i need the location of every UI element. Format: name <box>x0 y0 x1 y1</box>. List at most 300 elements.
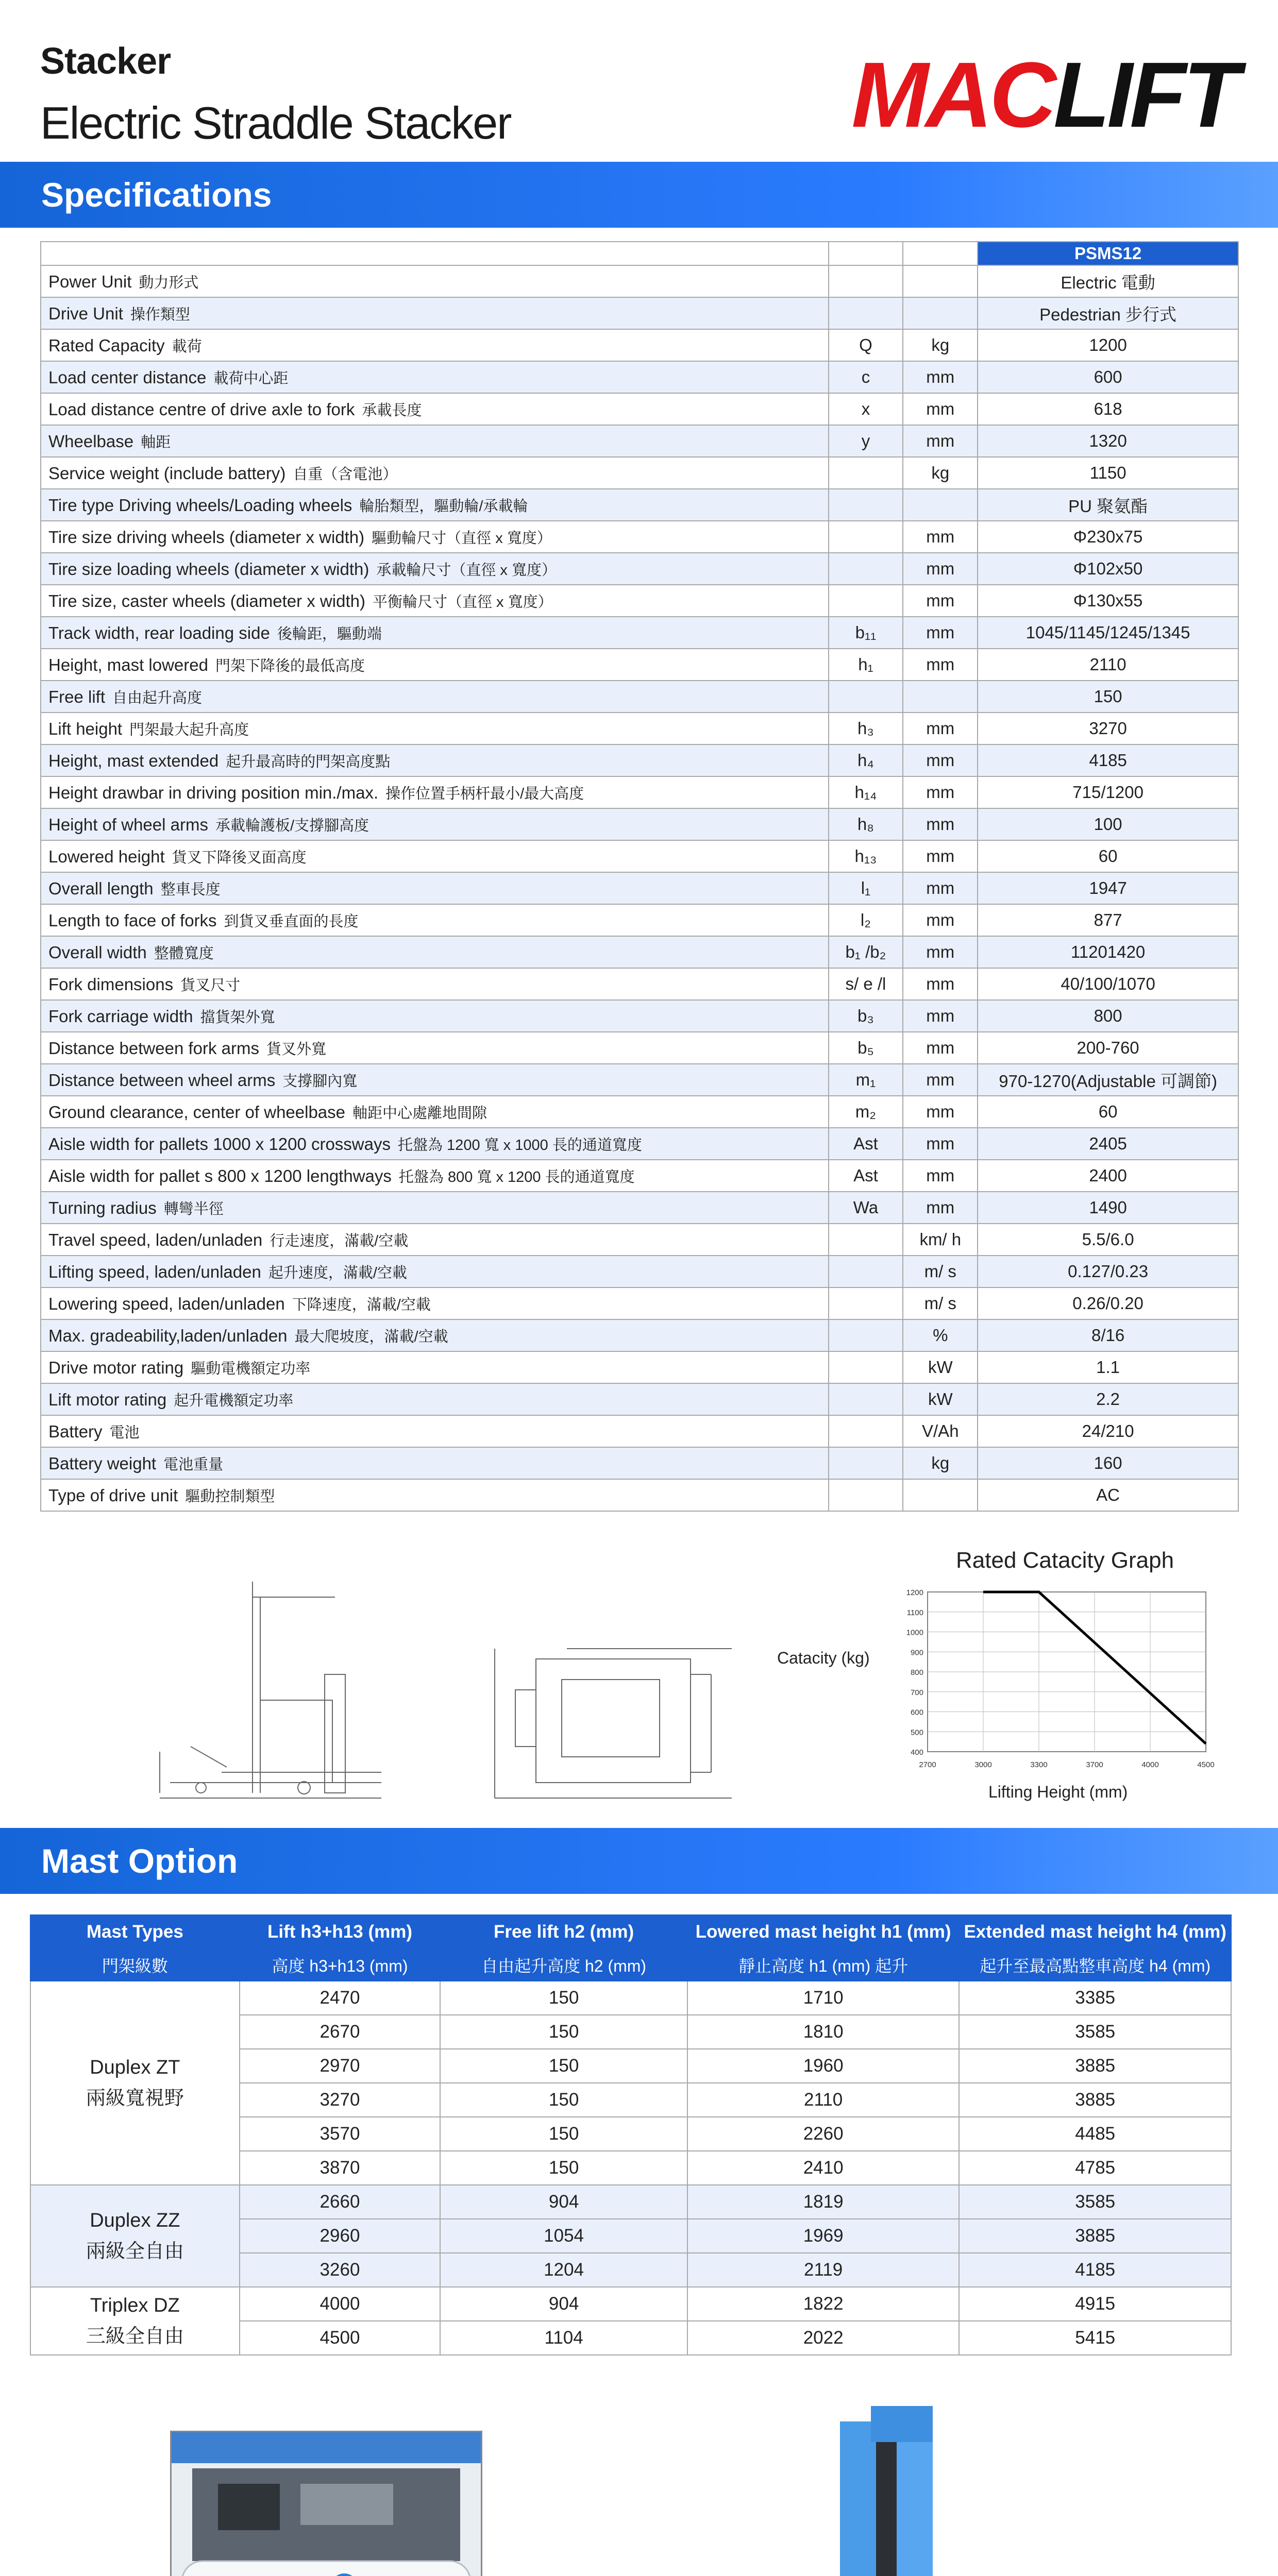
spec-row <box>41 457 1238 489</box>
spec-label: Height, mast lowered <box>48 655 208 674</box>
mast-cell: 2660 <box>240 2185 441 2219</box>
spec-row <box>41 361 1238 393</box>
spec-row <box>41 840 1238 872</box>
spec-unit: mm <box>903 936 978 968</box>
spec-unit: mm <box>903 968 978 1000</box>
mast-cell: 150 <box>440 1981 687 2015</box>
spec-label-zh: 驅動電機額定功率 <box>191 1360 311 1377</box>
spec-label: Length to face of forks <box>48 910 217 930</box>
mast-cell: 2960 <box>240 2219 441 2253</box>
spec-row <box>41 1479 1238 1511</box>
spec-symbol <box>829 265 903 297</box>
spec-value: 3270 <box>978 713 1238 744</box>
spec-unit: mm <box>903 617 978 649</box>
mast-cell: 3870 <box>240 2151 441 2185</box>
spec-symbol <box>829 1383 903 1415</box>
spec-value: 1947 <box>978 872 1238 904</box>
mast-cell: 1710 <box>687 1981 960 2015</box>
spec-label: Height of wheel arms <box>48 815 208 834</box>
spec-value: 0.26/0.20 <box>978 1287 1238 1319</box>
mast-cell: 4000 <box>240 2287 441 2321</box>
y-tick-label: 400 <box>910 1748 923 1757</box>
spec-unit: mm <box>903 1096 978 1128</box>
spec-label-cell <box>41 649 829 681</box>
spec-label-cell <box>41 1319 829 1351</box>
mast-cell: 4785 <box>959 2151 1231 2185</box>
spec-label-zh: 整體寬度 <box>154 945 214 962</box>
spec-label: Aisle width for pallet s 800 x 1200 lengthways <box>48 1166 392 1185</box>
spec-label-cell <box>41 265 829 297</box>
mast-cell: 904 <box>440 2185 687 2219</box>
mast-cell: 1054 <box>440 2219 687 2253</box>
spec-unit <box>903 265 978 297</box>
spec-label-cell <box>41 329 829 361</box>
spec-row <box>41 521 1238 553</box>
spec-label: Type of drive unit <box>48 1485 178 1505</box>
spec-unit: kg <box>903 457 978 489</box>
spec-label-cell <box>41 1000 829 1032</box>
spec-symbol: m₂ <box>829 1096 903 1128</box>
mast-cell: 1822 <box>687 2287 960 2321</box>
spec-label-cell <box>41 681 829 713</box>
logo-lift: LIFT <box>1053 43 1237 147</box>
mast-cell: 3385 <box>959 1981 1231 2015</box>
spec-symbol: h₈ <box>829 808 903 840</box>
mast-header-cell: Mast Types <box>30 1915 240 1949</box>
spec-row <box>41 1096 1238 1128</box>
maclift-logo <box>851 43 1237 147</box>
mast-type-cell <box>30 2185 240 2287</box>
spec-label: Tire size driving wheels (diameter x width) <box>48 527 365 547</box>
spec-symbol: b₃ <box>829 1000 903 1032</box>
spec-unit: mm <box>903 553 978 585</box>
y-tick-label: 1100 <box>906 1608 923 1617</box>
spec-row <box>41 1351 1238 1383</box>
detail-photo-battery <box>170 2431 482 2576</box>
spec-symbol <box>829 1319 903 1351</box>
mast-type-cell <box>30 2287 240 2355</box>
spec-row <box>41 1415 1238 1447</box>
spec-label: Overall length <box>48 878 154 898</box>
spec-label: Height, mast extended <box>48 751 219 770</box>
spec-symbol: Ast <box>829 1160 903 1192</box>
mast-cell: 3585 <box>959 2185 1231 2219</box>
spec-label: Load center distance <box>48 367 207 387</box>
spec-label-cell <box>41 1383 829 1415</box>
spec-row <box>41 904 1238 936</box>
spec-symbol: h₃ <box>829 713 903 744</box>
spec-symbol <box>829 1224 903 1256</box>
spec-label-zh: 擋貨架外寬 <box>200 1009 275 1026</box>
spec-label: Distance between fork arms <box>48 1038 260 1058</box>
spec-unit: mm <box>903 808 978 840</box>
mast-cell: 2670 <box>240 2015 441 2049</box>
y-tick-label: 900 <box>910 1648 923 1657</box>
mast-cell: 150 <box>440 2049 687 2083</box>
mast-cell: 3270 <box>240 2083 441 2117</box>
spec-table <box>40 241 1239 1512</box>
spec-value: Φ230x75 <box>978 521 1238 553</box>
graph-xlabel: Lifting Height (mm) <box>988 1783 1128 1801</box>
spec-unit: mm <box>903 1128 978 1160</box>
mast-cell: 3885 <box>959 2049 1231 2083</box>
mast-cell: 4185 <box>959 2253 1231 2287</box>
spec-label-cell <box>41 1479 829 1511</box>
spec-row <box>41 297 1238 329</box>
spec-label-cell <box>41 872 829 904</box>
x-tick-label: 4500 <box>1197 1760 1215 1769</box>
spec-label: Tire type Driving wheels/Loading wheels <box>48 495 352 515</box>
spec-unit <box>903 297 978 329</box>
mast-type-name: Triplex DZ <box>90 2295 180 2316</box>
spec-symbol: b₁₁ <box>829 617 903 649</box>
spec-value: 11201420 <box>978 936 1238 968</box>
spec-value: 1320 <box>978 425 1238 457</box>
spec-row <box>41 1256 1238 1287</box>
spec-row <box>41 1192 1238 1224</box>
mast-cell: 3570 <box>240 2117 441 2151</box>
spec-symbol <box>829 1287 903 1319</box>
spec-value: Φ102x50 <box>978 553 1238 585</box>
spec-label: Drive Unit <box>48 303 123 323</box>
spec-value: 5.5/6.0 <box>978 1224 1238 1256</box>
spec-symbol: l₂ <box>829 904 903 936</box>
spec-unit: kg <box>903 329 978 361</box>
spec-label-cell <box>41 840 829 872</box>
spec-label-zh: 托盤為 1200 寬 x 1000 長的通道寬度 <box>398 1137 642 1154</box>
spec-unit <box>903 489 978 521</box>
spec-label-cell <box>41 904 829 936</box>
x-tick-label: 2700 <box>919 1760 936 1769</box>
spec-symbol <box>829 457 903 489</box>
spec-label-cell <box>41 1415 829 1447</box>
mast-cell: 2119 <box>687 2253 960 2287</box>
spec-label-cell <box>41 968 829 1000</box>
spec-value: 1200 <box>978 329 1238 361</box>
spec-value: 2405 <box>978 1128 1238 1160</box>
spec-row <box>41 1128 1238 1160</box>
spec-label-cell <box>41 1032 829 1064</box>
spec-label: Battery weight <box>48 1453 157 1473</box>
spec-value: 2.2 <box>978 1383 1238 1415</box>
battery-compartment-image <box>172 2432 481 2576</box>
spec-symbol <box>829 1351 903 1383</box>
spec-label-cell <box>41 744 829 776</box>
spec-symbol: Ast <box>829 1128 903 1160</box>
spec-symbol: h₄ <box>829 744 903 776</box>
stacker-product-image <box>562 2401 1232 2576</box>
spec-label-cell <box>41 1192 829 1224</box>
spec-label-cell <box>41 1128 829 1160</box>
spec-label-zh: 門架最大起升高度 <box>129 721 249 738</box>
mast-table <box>30 1914 1232 2355</box>
spec-label: Battery <box>48 1421 103 1441</box>
x-tick-label: 3300 <box>1030 1760 1048 1769</box>
spec-label: Travel speed, laden/unladen <box>48 1230 263 1249</box>
mast-header-zh <box>30 1949 1231 1981</box>
y-tick-label: 700 <box>910 1688 923 1697</box>
spec-row <box>41 1032 1238 1064</box>
spec-symbol: h₁ <box>829 649 903 681</box>
mast-cell: 1960 <box>687 2049 960 2083</box>
mast-header-cell: 門架級數 <box>30 1949 240 1981</box>
spec-unit: kW <box>903 1383 978 1415</box>
spec-label-cell <box>41 585 829 617</box>
spec-value: 618 <box>978 393 1238 425</box>
spec-row <box>41 393 1238 425</box>
spec-label-zh: 承載長度 <box>362 402 422 419</box>
mast-header-cell: 靜止高度 h1 (mm) 起升 <box>687 1949 960 1981</box>
spec-label-cell <box>41 457 829 489</box>
spec-row <box>41 936 1238 968</box>
spec-label-zh: 電池重量 <box>163 1456 224 1473</box>
y-tick-label: 600 <box>910 1708 923 1717</box>
y-tick-label: 800 <box>910 1668 923 1677</box>
spec-value: 877 <box>978 904 1238 936</box>
spec-label-zh: 承載輪尺寸（直徑 x 寬度） <box>376 562 557 579</box>
spec-label-zh: 到貨叉垂直面的長度 <box>224 913 359 930</box>
spec-unit: mm <box>903 1064 978 1096</box>
spec-label-cell <box>41 1287 829 1319</box>
mast-cell: 150 <box>440 2151 687 2185</box>
spec-label-cell <box>41 1064 829 1096</box>
spec-row <box>41 1383 1238 1415</box>
spec-label: Distance between wheel arms <box>48 1070 276 1090</box>
mast-header-cell: Lowered mast height h1 (mm) <box>687 1915 960 1949</box>
spec-label-zh: 行走速度，滿載/空載 <box>270 1232 409 1249</box>
spec-row <box>41 265 1238 297</box>
mast-cell: 2022 <box>687 2321 960 2355</box>
spec-symbol: y <box>829 425 903 457</box>
mast-cell: 904 <box>440 2287 687 2321</box>
spec-label-zh: 承載輪護板/支撐腳高度 <box>215 817 369 834</box>
spec-symbol: c <box>829 361 903 393</box>
spec-label-cell <box>41 1096 829 1128</box>
spec-row <box>41 1160 1238 1192</box>
mast-cell: 3260 <box>240 2253 441 2287</box>
mast-header-en <box>30 1915 1231 1949</box>
mast-cell: 3885 <box>959 2083 1231 2117</box>
mast-type-zh: 兩級全自由 <box>86 2241 184 2262</box>
spec-symbol <box>829 1256 903 1287</box>
spec-label: Max. gradeability,laden/unladen <box>48 1326 288 1345</box>
page-title: Stacker <box>40 41 171 82</box>
spec-label: Lowered height <box>48 846 165 866</box>
spec-header-row <box>41 242 1238 265</box>
spec-unit: mm <box>903 713 978 744</box>
spec-row <box>41 1447 1238 1479</box>
spec-row <box>41 872 1238 904</box>
spec-unit: mm <box>903 649 978 681</box>
spec-label-cell <box>41 617 829 649</box>
spec-value: Electric 電動 <box>978 265 1238 297</box>
mast-header-cell: 自由起升高度 h2 (mm) <box>440 1949 687 1981</box>
mast-cell: 4500 <box>240 2321 441 2355</box>
side-view-drawing <box>149 1577 386 1803</box>
spec-symbol: Q <box>829 329 903 361</box>
spec-unit: m/ s <box>903 1256 978 1287</box>
spec-label-zh: 驅動控制類型 <box>185 1488 275 1505</box>
spec-value: 1045/1145/1245/1345 <box>978 617 1238 649</box>
mast-cell: 1819 <box>687 2185 960 2219</box>
spec-label-zh: 門架下降後的最低高度 <box>215 657 365 674</box>
model-name: PSMS12 <box>978 242 1238 265</box>
spec-label-cell <box>41 425 829 457</box>
spec-unit: mm <box>903 1160 978 1192</box>
spec-row <box>41 776 1238 808</box>
spec-label-cell <box>41 936 829 968</box>
mast-type-zh: 兩級寬視野 <box>86 2088 184 2109</box>
spec-label: Lift height <box>48 719 123 738</box>
spec-value: 1150 <box>978 457 1238 489</box>
spec-symbol <box>829 585 903 617</box>
specifications-heading: Specifications <box>41 176 272 214</box>
spec-label-cell <box>41 1224 829 1256</box>
spec-unit: km/ h <box>903 1224 978 1256</box>
spec-value: 200-760 <box>978 1032 1238 1064</box>
mast-option-band <box>0 1828 1278 1894</box>
spec-value: 600 <box>978 361 1238 393</box>
spec-label-cell <box>41 521 829 553</box>
mast-cell: 1810 <box>687 2015 960 2049</box>
spec-label-zh: 貨叉下降後叉面高度 <box>172 849 307 866</box>
spec-row <box>41 713 1238 744</box>
spec-symbol <box>829 1415 903 1447</box>
spec-label-zh: 最大爬坡度，滿載/空載 <box>294 1328 448 1345</box>
spec-label-zh: 托盤為 800 寬 x 1200 長的通道寬度 <box>398 1168 635 1185</box>
spec-row <box>41 585 1238 617</box>
spec-value: 1490 <box>978 1192 1238 1224</box>
spec-label-cell <box>41 489 829 521</box>
mast-type-name: Duplex ZT <box>90 2057 180 2078</box>
spec-label: Lift motor rating <box>48 1389 167 1409</box>
spec-value: 4185 <box>978 744 1238 776</box>
mast-cell: 2410 <box>687 2151 960 2185</box>
spec-value: PU 聚氨酯 <box>978 489 1238 521</box>
spec-unit: mm <box>903 840 978 872</box>
spec-row <box>41 617 1238 649</box>
mast-header-cell: 高度 h3+h13 (mm) <box>240 1949 441 1981</box>
spec-label-zh: 電池 <box>109 1424 140 1441</box>
spec-label-zh: 貨叉尺寸 <box>180 977 241 994</box>
mast-cell: 3585 <box>959 2015 1231 2049</box>
spec-row <box>41 649 1238 681</box>
spec-label-cell <box>41 776 829 808</box>
spec-row <box>41 1000 1238 1032</box>
mast-cell: 2470 <box>240 1981 441 2015</box>
spec-row <box>41 329 1238 361</box>
spec-label: Ground clearance, center of wheelbase <box>48 1102 346 1122</box>
spec-row <box>41 425 1238 457</box>
spec-label-zh: 起升速度，滿載/空載 <box>268 1264 407 1281</box>
spec-label-cell <box>41 1351 829 1383</box>
spec-label-cell <box>41 1160 829 1192</box>
spec-unit: m/ s <box>903 1287 978 1319</box>
page-subtitle: Electric Straddle Stacker <box>40 97 511 148</box>
spec-label-zh: 平衡輪尺寸（直徑 x 寬度） <box>372 594 553 611</box>
spec-label: Drive motor rating <box>48 1358 184 1377</box>
spec-label-cell <box>41 1447 829 1479</box>
spec-value: 8/16 <box>978 1319 1238 1351</box>
spec-label-cell <box>41 297 829 329</box>
spec-label-cell <box>41 713 829 744</box>
spec-value: 715/1200 <box>978 776 1238 808</box>
spec-label: Free lift <box>48 687 106 706</box>
mast-option-heading: Mast Option <box>41 1842 238 1880</box>
spec-unit: % <box>903 1319 978 1351</box>
spec-label-zh: 下降速度，滿載/空載 <box>292 1296 431 1313</box>
mast-row <box>30 1981 1231 2015</box>
spec-unit: kW <box>903 1351 978 1383</box>
spec-value: AC <box>978 1479 1238 1511</box>
spec-symbol: x <box>829 393 903 425</box>
spec-label: Height drawbar in driving position min./max. <box>48 783 379 802</box>
spec-label: Track width, rear loading side <box>48 623 270 642</box>
spec-label: Service weight (include battery) <box>48 463 286 483</box>
spec-row <box>41 744 1238 776</box>
mast-cell: 150 <box>440 2015 687 2049</box>
spec-unit: mm <box>903 425 978 457</box>
mast-type-cell <box>30 1981 240 2185</box>
spec-label-zh: 自重（含電池） <box>293 466 398 483</box>
spec-symbol: h₁₄ <box>829 776 903 808</box>
spec-unit: kg <box>903 1447 978 1479</box>
spec-value: 160 <box>978 1447 1238 1479</box>
spec-label-zh: 輪胎類型，驅動輪/承載輪 <box>359 498 528 515</box>
specifications-band <box>0 162 1278 228</box>
spec-label-zh: 操作位置手柄杆最小/最大高度 <box>385 785 584 802</box>
spec-value: Pedestrian 步行式 <box>978 297 1238 329</box>
mast-cell: 3885 <box>959 2219 1231 2253</box>
spec-unit: mm <box>903 776 978 808</box>
spec-label-zh: 轉彎半徑 <box>163 1200 224 1217</box>
spec-label: Overall width <box>48 942 147 962</box>
mast-row <box>30 2287 1231 2321</box>
mast-cell: 4915 <box>959 2287 1231 2321</box>
mast-cell: 1104 <box>440 2321 687 2355</box>
spec-row <box>41 553 1238 585</box>
spec-symbol: h₁₃ <box>829 840 903 872</box>
spec-label-zh: 動力形式 <box>139 274 199 291</box>
spec-row <box>41 1287 1238 1319</box>
spec-value: 970-1270(Adjustable 可調節) <box>978 1064 1238 1096</box>
mast-header-cell: 起升至最高點整車高度 h4 (mm) <box>959 1949 1231 1981</box>
mast-cell: 1204 <box>440 2253 687 2287</box>
spec-symbol <box>829 681 903 713</box>
spec-symbol: Wa <box>829 1192 903 1224</box>
x-tick-label: 4000 <box>1141 1760 1159 1769</box>
spec-label: Tire size, caster wheels (diameter x width) <box>48 591 365 611</box>
spec-label: Lowering speed, laden/unladen <box>48 1294 285 1313</box>
spec-label-zh: 後輪距，驅動端 <box>277 625 382 642</box>
spec-label: Wheelbase <box>48 431 134 451</box>
mast-cell: 5415 <box>959 2321 1231 2355</box>
spec-label-zh: 整車長度 <box>160 881 221 898</box>
spec-label-zh: 支撐腳內寬 <box>282 1073 358 1090</box>
mast-header-cell: Lift h3+h13 (mm) <box>240 1915 441 1949</box>
spec-value: 24/210 <box>978 1415 1238 1447</box>
spec-row <box>41 968 1238 1000</box>
spec-label-zh: 起升電機額定功率 <box>174 1392 294 1409</box>
spec-label-zh: 自由起升高度 <box>112 689 203 706</box>
spec-label-zh: 載荷中心距 <box>213 370 289 387</box>
spec-unit: mm <box>903 585 978 617</box>
mast-cell: 1969 <box>687 2219 960 2253</box>
spec-row <box>41 1064 1238 1096</box>
spec-label-zh: 軸距中心處離地間隙 <box>352 1105 487 1122</box>
mast-cell: 2110 <box>687 2083 960 2117</box>
mast-type-zh: 三級全自由 <box>86 2326 184 2347</box>
